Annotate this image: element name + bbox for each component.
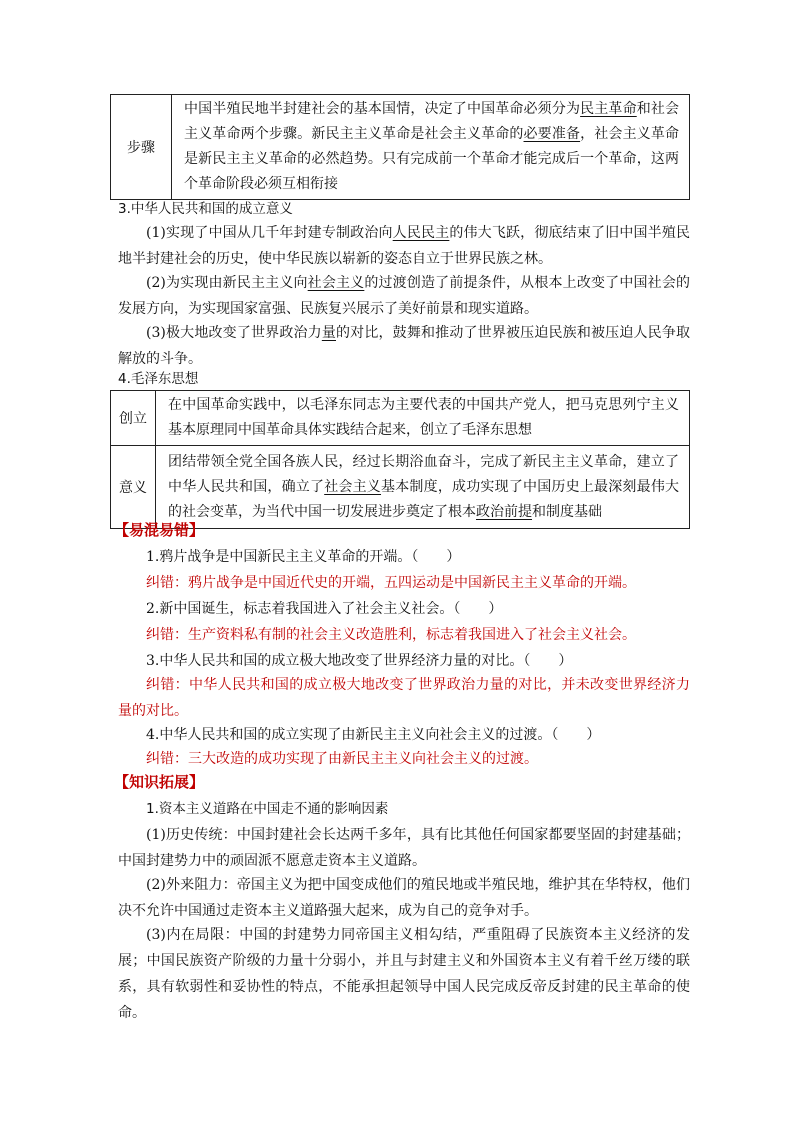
mao-row-significance-label: 意义 (111, 446, 156, 529)
mao-row-founding-text: 在中国革命实践中，以毛泽东同志为主要代表的中国共产党人，把马克思列宁主义基本原理同中国革命具体实践结合起来，创立了毛泽东思想 (156, 391, 690, 446)
steps-text-2: 和社会主义革命两个步骤。新民主主义革命是社会主义革命的 (184, 101, 680, 142)
confusion-question-2: 2.新中国诞生，标志着我国进入了社会主义社会。（ ） (146, 601, 503, 617)
confusion-correction-3: 纠错：中华人民共和国的成立极大地改变了世界政治力量的对比，并未改变世界经济力量的对比。 (118, 677, 690, 719)
mao-sig-underline-1: 社会主义 (324, 478, 382, 495)
mao-row-significance-text (156, 446, 690, 529)
mao-sig-a: 团结带领全党全国各族人民，经过长期浴血奋斗，完成了新民主主义革命，建立了中华人民共和国，确立了 (168, 453, 679, 495)
mao-row-founding (111, 391, 690, 446)
mao-thought-table (110, 390, 690, 529)
mao-row-significance (111, 446, 690, 529)
confusion-correction-2: 纠错：生产资料私有制的社会主义改造胜利，标志着我国进入了社会主义社会。 (146, 627, 636, 643)
steps-table (110, 94, 690, 200)
extension-title: 1.资本主义道路在中国走不通的影响因素 (146, 801, 389, 817)
steps-row (111, 95, 690, 200)
steps-label: 步骤 (111, 95, 172, 200)
section3-para-2 (118, 270, 690, 322)
section3-para-1 (118, 220, 690, 272)
steps-text-3: ，社会主义革命是新民主主义革命的必然趋势。只有完成前一个革命才能完成后一个革命，这两个革命阶段必须互相衔接 (184, 126, 680, 192)
steps-text-1: 中国半殖民地半封建社会的基本国情，决定了中国革命必须分为 (184, 101, 581, 117)
extension-para-1: (1)历史传统：中国封建社会长达两千多年，具有比其他任何国家都要坚固的封建基础；中国封建势力中的顽固派不愿意走资本主义道路。 (118, 827, 690, 869)
s3p1-a: (1)实现了中国从几千年封建专制政治向 (146, 225, 393, 241)
s3p3-b: 的对比，鼓舞和推动了世界被压迫民族和被压迫人民争取解放的斗争。 (118, 325, 690, 367)
section3-title: 3.中华人民共和国的成立意义 (118, 201, 293, 217)
s3p2-underline: 社会主义 (307, 275, 365, 291)
section4-title: 4.毛泽东思想 (118, 371, 199, 387)
s3p3-underline: 量 (321, 325, 336, 341)
mao-row-founding-label: 创立 (111, 391, 156, 446)
confusion-correction-4: 纠错：三大改造的成功实现了由新民主主义向社会主义的过渡。 (146, 751, 538, 767)
mao-sig-b: 基本制度，成功实现了中国历史上最深刻最伟大的社会变革，为当代中国一切发展进步奠定了根本 (168, 478, 680, 520)
confusion-correction-1: 纠错：鸦片战争是中国近代史的开端，五四运动是中国新民主主义革命的开端。 (146, 575, 636, 591)
confusion-question-1: 1.鸦片战争是中国新民主主义革命的开端。（ ） (146, 549, 461, 565)
s3p3-a: (3)极大地改变了世界政治力 (146, 325, 322, 341)
steps-content (172, 95, 690, 200)
s3p1-underline: 人民民主 (392, 225, 450, 241)
confusion-question-4: 4.中华人民共和国的成立实现了由新民主主义向社会主义的过渡。（ ） (146, 727, 601, 743)
extension-heading: 【知识拓展】 (114, 773, 205, 791)
s3p2-a: (2)为实现由新民主主义向 (146, 275, 308, 291)
s3p1-b: 的伟大飞跃，彻底结束了旧中国半殖民地半封建社会的历史，使中华民族以崭新的姿态自立于世界民族之林。 (118, 225, 691, 267)
mao-sig-underline-2: 政治前提 (476, 503, 532, 520)
extension-para-2: (2)外来阻力：帝国主义为把中国变成他们的殖民地或半殖民地，维护其在华特权，他们决不允许中国通过走资本主义道路强大起来，成为自己的竞争对手。 (118, 877, 690, 919)
steps-underline-1: 民主革命 (580, 101, 637, 117)
s3p2-b: 的过渡创造了前提条件，从根本上改变了中国社会的发展方向，为实现国家富强、民族复兴展示了美好前景和现实道路。 (118, 275, 691, 317)
section3-para-3 (118, 320, 690, 372)
mao-sig-c: 和制度基础 (532, 503, 602, 520)
steps-underline-2: 必要准备 (523, 126, 581, 142)
extension-para-3: (3)内在局限：中国的封建势力同帝国主义相勾结，严重阻碍了民族资本主义经济的发展；中国民族资产阶级的力量十分弱小，并且与封建主义和外国资本主义有着千丝万缕的联系，具有软弱性和妥协性的特点，不能承担起领导中国人民完成反帝反封建的民主革命的使命。 (118, 927, 690, 1021)
confusion-question-3: 3.中华人民共和国的成立极大地改变了世界经济力量的对比。（ ） (146, 653, 573, 669)
confusion-heading: 【易混易错】 (114, 521, 205, 539)
